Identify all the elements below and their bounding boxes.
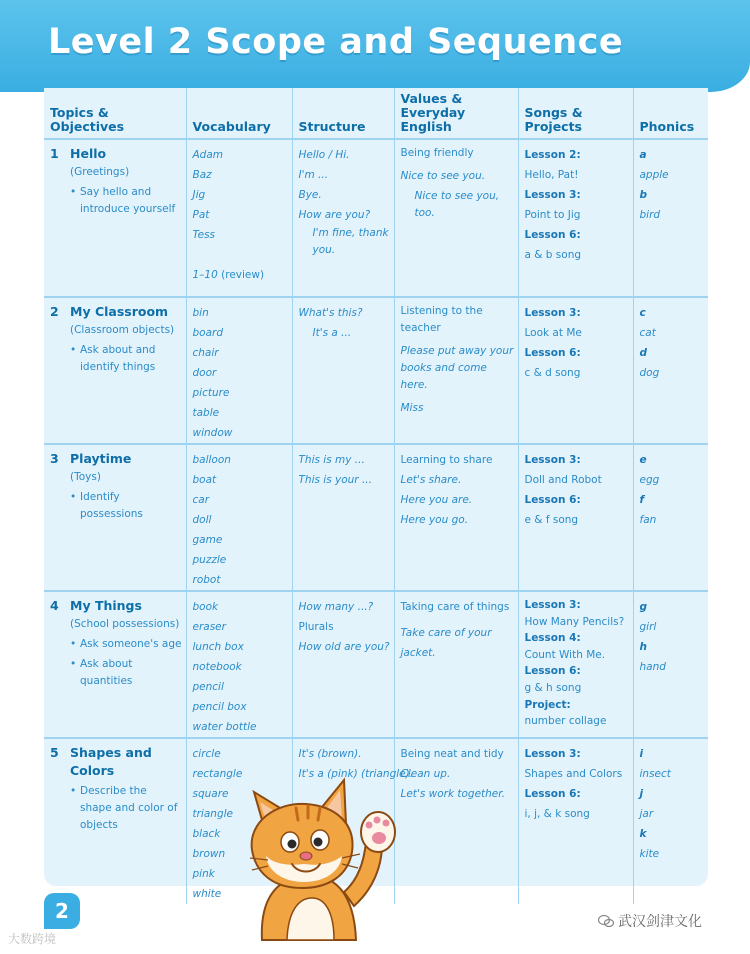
song-text: c & d song xyxy=(524,367,581,379)
structure-item: This is my ... xyxy=(298,454,365,466)
phonics-word: dog xyxy=(639,367,660,379)
values-item: Take care of your jacket. xyxy=(400,627,492,659)
phonics-word: fan xyxy=(639,514,657,526)
objective: Identify possessions xyxy=(80,491,143,520)
page-number: 2 xyxy=(44,893,80,929)
song-label: Lesson 6: xyxy=(524,229,581,241)
unit-subtitle: (Classroom objects) xyxy=(70,324,175,336)
song-text: e & f song xyxy=(524,514,579,526)
unit-subtitle: (School possessions) xyxy=(70,618,180,630)
phonics-letter: f xyxy=(639,494,645,506)
structure-item: I'm ... xyxy=(298,169,329,181)
phonics-letter: j xyxy=(639,788,644,800)
values-item: Please put away your books and come here. xyxy=(400,345,514,391)
songs-cell xyxy=(518,591,633,738)
structure-cell xyxy=(292,444,394,591)
unit-number: 4 xyxy=(50,598,59,613)
unit-row xyxy=(44,297,708,444)
vocab-item: Pat xyxy=(192,209,210,221)
vocab-item: square xyxy=(192,788,229,800)
unit-title: Shapes and Colors xyxy=(70,745,152,778)
vocab-item: eraser xyxy=(192,621,226,633)
unit-subtitle: (Greetings) xyxy=(70,166,130,178)
vocab-item: robot xyxy=(192,574,221,586)
values-item: Here you go. xyxy=(400,514,469,526)
phonics-word: apple xyxy=(639,169,669,181)
unit-number: 1 xyxy=(50,146,59,161)
structure-item: Plurals xyxy=(298,621,334,633)
structure-item: How many ...? xyxy=(298,601,374,613)
vocab-item: 1–10 xyxy=(192,269,218,281)
song-label: Lesson 6: xyxy=(524,788,581,800)
vocab-item: lunch box xyxy=(192,641,244,653)
phonics-word: kite xyxy=(639,848,660,860)
vocab-item: rectangle xyxy=(192,768,243,780)
vocab-item: Baz xyxy=(192,169,212,181)
songs-cell xyxy=(518,297,633,444)
song-label: Lesson 6: xyxy=(524,665,581,678)
vocab-item: black xyxy=(192,828,221,840)
structure-item: It's a ... xyxy=(312,327,352,339)
vocab-item: board xyxy=(192,327,224,339)
vocab-item: Adam xyxy=(192,149,224,161)
vocab-item: pencil xyxy=(192,681,224,693)
phonics-letter: a xyxy=(639,149,647,161)
structure-item: It's (brown). xyxy=(298,748,362,760)
unit-title: Playtime xyxy=(70,451,132,466)
values-title: Being neat and tidy xyxy=(400,748,504,760)
phonics-letter: i xyxy=(639,748,644,760)
unit-number: 3 xyxy=(50,451,59,466)
phonics-letter: d xyxy=(639,347,648,359)
structure-item: What's this? xyxy=(298,307,363,319)
song-text: g & h song xyxy=(524,681,582,694)
song-label: Lesson 3: xyxy=(524,454,581,466)
values-cell xyxy=(394,139,518,297)
header-row xyxy=(44,88,708,139)
vocab-item: bin xyxy=(192,307,209,319)
objective: Ask about and identify things xyxy=(80,344,156,373)
header-values: Values & Everyday English xyxy=(394,88,518,139)
vocab-item: table xyxy=(192,407,220,419)
values-item: Clean up. xyxy=(400,768,451,780)
topic-cell: 1 Hello (Greetings) • Say hello and introduce yourself xyxy=(44,139,186,297)
structure-item: Hello / Hi. xyxy=(298,149,350,161)
values-title: Listening to the teacher xyxy=(400,305,483,334)
values-item: Nice to see you. xyxy=(400,170,486,182)
structure-item: Bye. xyxy=(298,189,322,201)
watermark-text: 武汉剑津文化 xyxy=(618,914,702,930)
values-item: Nice to see you, too. xyxy=(414,190,500,219)
structure-item: It's a (pink) (triangle). xyxy=(298,768,414,780)
phonics-word: hand xyxy=(639,661,666,673)
song-text: How Many Pencils? xyxy=(524,615,625,628)
vocab-note: (review) xyxy=(221,269,265,281)
unit-number: 2 xyxy=(50,304,59,319)
song-text: Shapes and Colors xyxy=(524,768,623,780)
values-item: Here you are. xyxy=(400,494,473,506)
objective: Describe the shape and color of objects xyxy=(80,785,178,831)
vocab-item: triangle xyxy=(192,808,233,820)
vocab-cell xyxy=(186,444,292,591)
vocab-item: notebook xyxy=(192,661,242,673)
phonics-word: girl xyxy=(639,621,657,633)
phonics-word: egg xyxy=(639,474,660,486)
unit-row xyxy=(44,139,708,297)
vocab-item: water bottle xyxy=(192,721,257,733)
vocab-item: Jig xyxy=(192,189,206,201)
objective: Ask about quantities xyxy=(80,658,133,687)
values-item: Let's share. xyxy=(400,474,462,486)
page-title: Level 2 Scope and Sequence xyxy=(48,22,624,62)
song-label: Lesson 3: xyxy=(524,307,581,319)
song-text: a & b song xyxy=(524,249,582,261)
structure-item: I'm fine, thank you. xyxy=(312,227,389,256)
song-label: Lesson 6: xyxy=(524,494,581,506)
song-label: Lesson 3: xyxy=(524,748,581,760)
structure-cell xyxy=(292,591,394,738)
song-text: Point to Jig xyxy=(524,209,581,221)
values-cell xyxy=(394,591,518,738)
header-topics: Topics & Objectives xyxy=(44,88,186,139)
phonics-letter: e xyxy=(639,454,647,466)
songs-cell xyxy=(518,139,633,297)
phonics-letter: b xyxy=(639,189,648,201)
vocab-item: balloon xyxy=(192,454,231,466)
song-label: Lesson 4: xyxy=(524,632,581,645)
cat-illustration xyxy=(232,772,402,940)
song-text: Hello, Pat! xyxy=(524,169,579,181)
values-title: Being friendly xyxy=(400,147,474,159)
song-label: Lesson 3: xyxy=(524,599,581,611)
songs-cell xyxy=(518,444,633,591)
vocab-item: game xyxy=(192,534,223,546)
song-text: number collage xyxy=(524,715,607,728)
structure-item: This is your ... xyxy=(298,474,372,486)
values-title: Learning to share xyxy=(400,454,493,466)
structure-cell xyxy=(292,297,394,444)
phonics-cell xyxy=(633,738,708,904)
songs-cell xyxy=(518,738,633,904)
vocab-item: brown xyxy=(192,848,226,860)
watermark-left: 大数跨境 xyxy=(8,932,57,946)
header-structure: Structure xyxy=(292,88,394,139)
header-songs: Songs & Projects xyxy=(518,88,633,139)
scope-table-container xyxy=(44,88,708,900)
vocab-item: circle xyxy=(192,748,221,760)
phonics-cell xyxy=(633,444,708,591)
structure-cell xyxy=(292,139,394,297)
vocab-item: pink xyxy=(192,868,215,880)
values-item: Let's work together. xyxy=(400,788,505,800)
vocab-item: boat xyxy=(192,474,217,486)
vocab-item: book xyxy=(192,601,219,613)
song-text: Count With Me. xyxy=(524,648,606,661)
vocab-item: Tess xyxy=(192,229,216,241)
vocab-cell xyxy=(186,139,292,297)
vocab-cell xyxy=(186,591,292,738)
unit-title: My Things xyxy=(70,598,142,613)
wechat-icon xyxy=(598,914,614,928)
phonics-letter: c xyxy=(639,307,646,319)
header-phonics: Phonics xyxy=(633,88,708,139)
song-text: Look at Me xyxy=(524,327,582,339)
phonics-word: jar xyxy=(639,808,654,820)
phonics-cell xyxy=(633,591,708,738)
song-label: Lesson 2: xyxy=(524,149,581,161)
title-banner xyxy=(0,0,750,92)
values-title: Taking care of things xyxy=(400,601,510,613)
vocab-item: puzzle xyxy=(192,554,227,566)
unit-title: Hello xyxy=(70,146,107,161)
vocab-item: chair xyxy=(192,347,219,359)
phonics-cell xyxy=(633,297,708,444)
unit-subtitle: (Toys) xyxy=(70,471,101,483)
values-cell xyxy=(394,297,518,444)
song-text: Doll and Robot xyxy=(524,474,602,486)
unit-row xyxy=(44,591,708,738)
structure-item: How are you? xyxy=(298,209,371,221)
topic-cell: 3 Playtime (Toys) • Identify possessions xyxy=(44,444,186,591)
phonics-cell xyxy=(633,139,708,297)
header-vocabulary: Vocabulary xyxy=(186,88,292,139)
watermark-right xyxy=(598,911,702,931)
values-cell xyxy=(394,444,518,591)
vocab-item: window xyxy=(192,427,233,439)
unit-title: My Classroom xyxy=(70,304,169,319)
objective: Ask someone's age xyxy=(80,638,182,650)
song-label: Lesson 6: xyxy=(524,347,581,359)
values-cell xyxy=(394,738,518,904)
vocab-item: picture xyxy=(192,387,230,399)
objective: Say hello and introduce yourself xyxy=(80,186,176,215)
vocab-item: pencil box xyxy=(192,701,247,713)
unit-number: 5 xyxy=(50,745,59,760)
vocab-item: white xyxy=(192,888,222,900)
song-text: i, j, & k song xyxy=(524,808,590,820)
song-label: Lesson 3: xyxy=(524,189,581,201)
phonics-letter: k xyxy=(639,828,647,840)
song-label: Project: xyxy=(524,698,571,711)
topic-cell: 4 My Things (School possessions) • Ask someone's age • Ask about quantities xyxy=(44,591,186,738)
unit-row xyxy=(44,444,708,591)
phonics-letter: h xyxy=(639,641,647,653)
vocab-item: doll xyxy=(192,514,212,526)
phonics-word: insect xyxy=(639,768,671,780)
phonics-word: bird xyxy=(639,209,661,221)
topic-cell: 5 Shapes and Colors • Describe the shape and color of objects xyxy=(44,738,186,904)
vocab-item: car xyxy=(192,494,210,506)
phonics-word: cat xyxy=(639,327,656,339)
topic-cell: 2 My Classroom (Classroom objects) • Ask about and identify things xyxy=(44,297,186,444)
vocab-item: door xyxy=(192,367,217,379)
vocab-cell xyxy=(186,297,292,444)
phonics-letter: g xyxy=(639,601,648,613)
values-item: Miss xyxy=(400,402,424,414)
structure-item: How old are you? xyxy=(298,641,390,653)
